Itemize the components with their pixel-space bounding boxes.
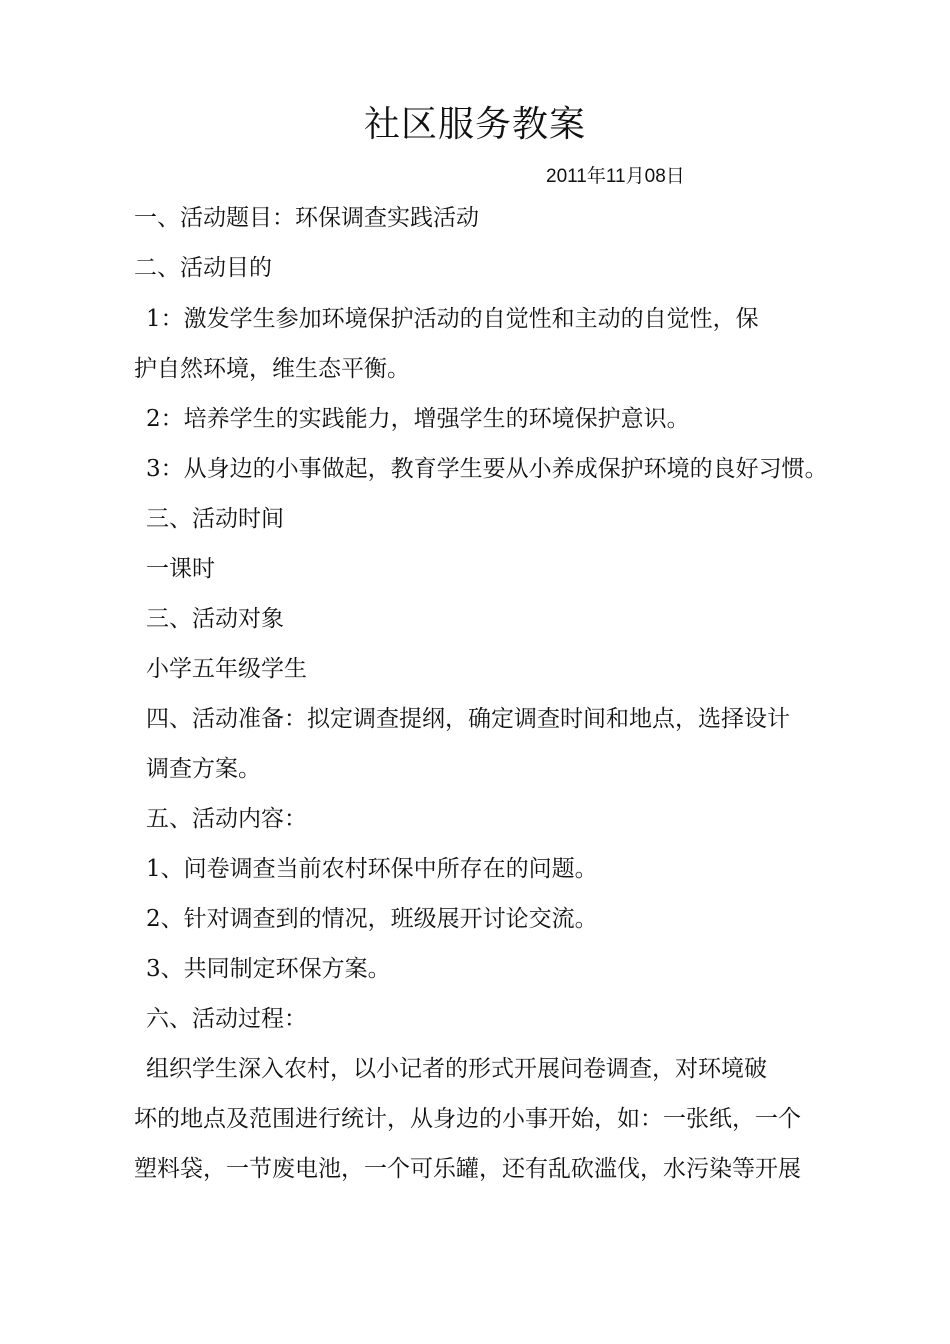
document-title: 社区服务教案 bbox=[363, 104, 586, 145]
purpose-item-3: 3：从身边的小事做起，教育学生要从小养成保护环境的良好习惯。 bbox=[146, 456, 828, 482]
date-year-char: 年 bbox=[586, 165, 606, 187]
date-day-char: 日 bbox=[665, 165, 685, 187]
section-heading-preparation: 四、活动准备：拟定调查提纲，确定调查时间和地点，选择设计 bbox=[146, 706, 790, 732]
date-year: 2011 bbox=[546, 166, 587, 187]
purpose-item-1: 1：激发学生参加环境保护活动的自觉性和主动的自觉性，保 bbox=[146, 306, 759, 332]
date-month: 11 bbox=[605, 166, 626, 187]
content-item-1: 1、问卷调查当前农村环保中所存在的问题。 bbox=[146, 856, 598, 882]
section-heading-topic: 一、活动题目：环保调查实践活动 bbox=[134, 205, 479, 231]
document-date bbox=[546, 162, 685, 191]
date-day: 08 bbox=[644, 166, 666, 187]
time-value: 一课时 bbox=[146, 556, 215, 582]
content-item-3: 3、共同制定环保方案。 bbox=[146, 956, 391, 982]
process-paragraph-line-2: 坏的地点及范围进行统计，从身边的小事开始，如：一张纸，一个 bbox=[134, 1106, 801, 1132]
preparation-continued: 调查方案。 bbox=[146, 756, 261, 782]
section-heading-process: 六、活动过程： bbox=[146, 1006, 307, 1032]
process-paragraph-line-1: 组织学生深入农村，以小记者的形式开展问卷调查，对环境破 bbox=[146, 1056, 767, 1082]
content-item-2: 2、针对调查到的情况，班级展开讨论交流。 bbox=[146, 906, 598, 932]
section-heading-content: 五、活动内容： bbox=[146, 806, 307, 832]
audience-value: 小学五年级学生 bbox=[146, 656, 307, 682]
purpose-item-1-continued: 护自然环境，维生态平衡。 bbox=[134, 356, 410, 382]
section-heading-purpose: 二、活动目的 bbox=[134, 255, 272, 281]
section-heading-time: 三、活动时间 bbox=[146, 506, 284, 532]
section-heading-audience: 三、活动对象 bbox=[146, 606, 284, 632]
process-paragraph-line-3: 塑料袋，一节废电池，一个可乐罐，还有乱砍滥伐，水污染等开展 bbox=[134, 1156, 801, 1182]
purpose-item-2: 2：培养学生的实践能力，增强学生的环境保护意识。 bbox=[146, 406, 690, 432]
date-month-char: 月 bbox=[625, 165, 645, 187]
